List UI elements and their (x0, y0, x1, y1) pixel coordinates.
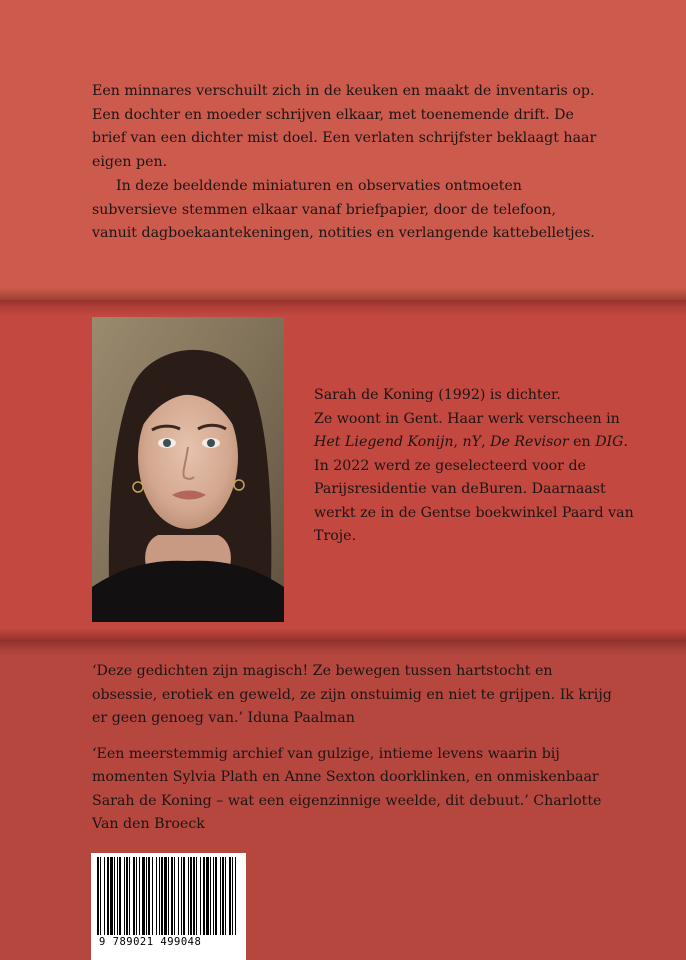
review-quote: ‘Een meerstemmig archief van gulzige, intieme levens waarin bij momenten Sylvia Plath en Anne Sexton doorklinken, en onmiskenbaar Sarah de Koning – wat een eigenzinnige weelde, dit debuut.’ Charlotte Van den Broeck (92, 745, 602, 832)
author-photo (92, 317, 284, 622)
publication-title: Het Liegend Konijn (314, 434, 454, 450)
bio-text: . In 2022 werd ze geselecteerd voor de Parijsresidentie van deBuren. Daarnaast werkt ze in de Gentse boekwinkel Paard van Troje. (314, 434, 634, 544)
author-bio (314, 384, 644, 549)
bio-line: Ze woont in Gent. Haar werk verscheen in (314, 410, 620, 427)
bio-separator: en (568, 434, 591, 450)
publication-title: De Revisor (490, 434, 569, 450)
blurb-paragraph: Een minnares verschuilt zich in de keuken en maakt de inventaris op. Een dochter en moeder schrijven elkaar, met toenemende drift. De brief van een dichter mist doel. Een verlaten schrijfster beklaagt haar eigen pen. (92, 83, 597, 170)
bio-separator: , (481, 434, 491, 450)
isbn-barcode (91, 853, 246, 960)
barcode-bars (95, 857, 242, 935)
review-quotes (92, 660, 612, 849)
bio-paragraph (314, 384, 644, 549)
band-shadow (0, 628, 686, 656)
author-portrait-image (92, 317, 284, 622)
band-shadow (0, 288, 686, 316)
isbn-number: 9 789021 499048 (99, 936, 202, 948)
publication-title: DIG (595, 434, 624, 450)
blurb-paragraph: In deze beeldende miniaturen en observaties ontmoeten subversieve stemmen elkaar vanaf briefpapier, door de telefoon, vanuit dagboekaantekeningen, notities en verlangende kattebelletjes. (92, 178, 595, 241)
bio-separator: , (453, 434, 463, 450)
book-blurb (92, 80, 602, 246)
review-quote: ‘Deze gedichten zijn magisch! Ze bewegen tussen hartstocht en obsessie, erotiek en geweld, ze zijn onstuimig en niet te grijpen. Ik krijg er geen genoeg van.’ Iduna Paalman (92, 663, 612, 726)
bio-line: Sarah de Koning (1992) is dichter. (314, 387, 561, 403)
publication-title: nY (462, 434, 482, 450)
